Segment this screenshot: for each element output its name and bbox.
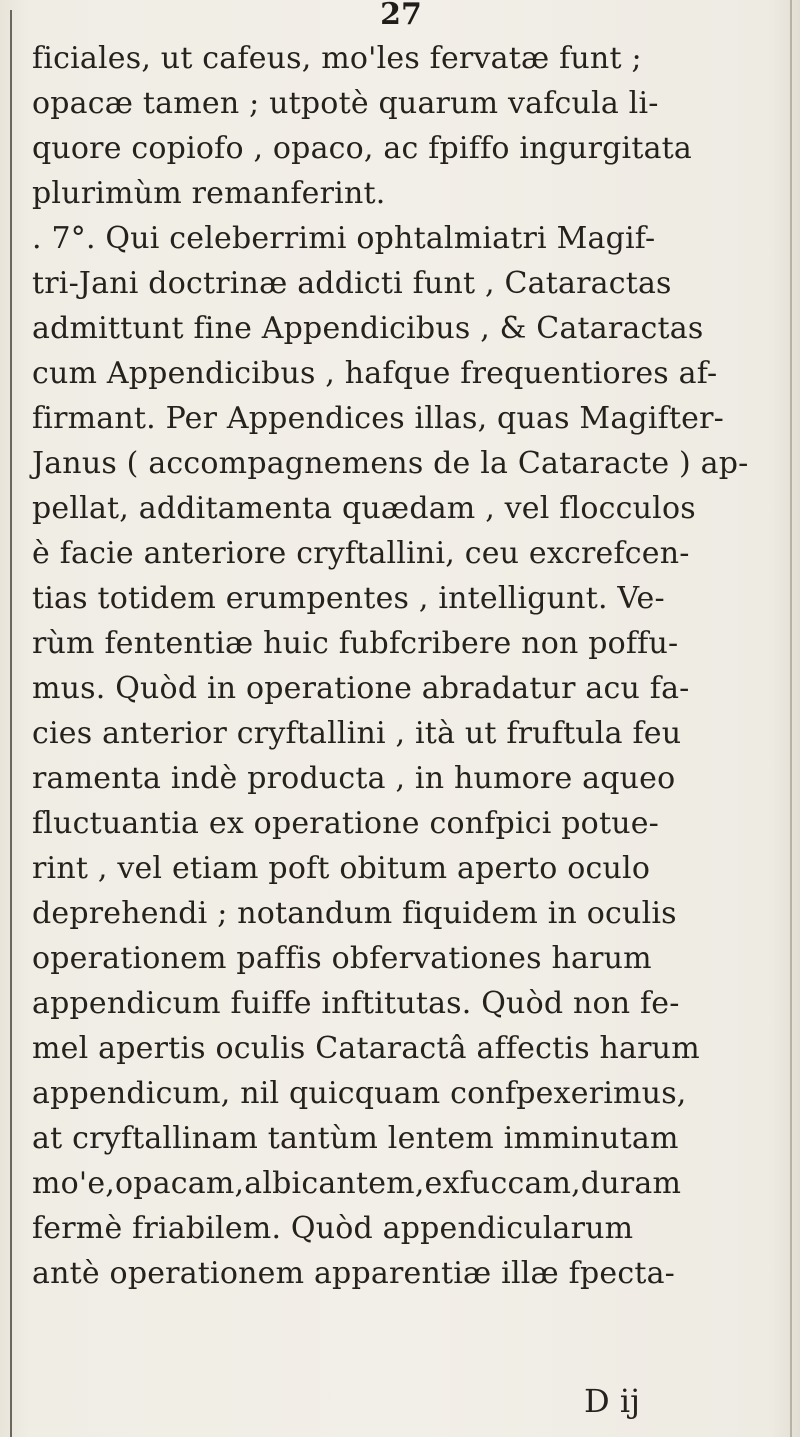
- text-line: pellat, additamenta quædam , vel flocculos: [32, 491, 696, 526]
- text-line: operationem paffis obfervationes harum: [32, 941, 652, 976]
- text-line: rint , vel etiam poft obitum aperto oculo: [32, 851, 651, 886]
- text-line: mel apertis oculis Cataractâ affectis harum: [32, 1031, 700, 1066]
- text-line: plurimùm remanferint.: [32, 176, 386, 211]
- text-line: appendicum, nil quicquam confpexerimus,: [32, 1076, 687, 1111]
- right-margin-rule: [790, 0, 792, 1437]
- text-line: cum Appendicibus , hafque frequentiores af-: [32, 356, 718, 391]
- text-line: è facie anteriore cryftallini, ceu excrefcen-: [32, 536, 690, 571]
- text-line: . 7°. Qui celeberrimi ophtalmiatri Magif-: [32, 221, 656, 256]
- page-number: 27: [380, 0, 422, 32]
- text-line: mo'e,opacam,albicantem,exfuccam,duram: [32, 1166, 682, 1201]
- text-line: ramenta indè producta , in humore aqueo: [32, 761, 676, 796]
- text-line: tias totidem erumpentes , intelligunt. Ve-: [32, 581, 665, 616]
- text-line: mus. Quòd in operatione abradatur acu fa-: [32, 671, 690, 706]
- text-line: admittunt fine Appendicibus , & Cataractas: [32, 311, 704, 346]
- text-line: firmant. Per Appendices illas, quas Magifter-: [32, 401, 724, 436]
- text-line: tri-Jani doctrinæ addicti funt , Cataractas: [32, 266, 672, 301]
- catchword-signature: D ij: [584, 1382, 640, 1420]
- text-line: antè operationem apparentiæ illæ fpecta-: [32, 1256, 676, 1291]
- text-line: fluctuantia ex operatione confpici potue-: [32, 806, 660, 841]
- text-line: quore copiofo , opaco, ac fpiffo ingurgitata: [32, 131, 692, 166]
- text-line: cies anterior cryftallini , ità ut fruftula feu: [32, 716, 682, 751]
- text-line: appendicum fuiffe inftitutas. Quòd non fe-: [32, 986, 680, 1021]
- text-line: ficiales, ut cafeus, mo'les fervatæ funt ;: [32, 41, 642, 76]
- text-line: at cryftallinam tantùm lentem imminutam: [32, 1121, 679, 1156]
- text-line: rùm fententiæ huic fubfcribere non poffu-: [32, 626, 679, 661]
- text-line: deprehendi ; notandum fiquidem in oculis: [32, 896, 677, 931]
- text-line: Janus ( accompagnemens de la Cataracte ) ap-: [32, 446, 749, 481]
- text-line: fermè friabilem. Quòd appendicularum: [32, 1211, 634, 1246]
- text-line: opacæ tamen ; utpotè quarum vafcula li-: [32, 86, 659, 121]
- left-margin-rule: [10, 10, 12, 1437]
